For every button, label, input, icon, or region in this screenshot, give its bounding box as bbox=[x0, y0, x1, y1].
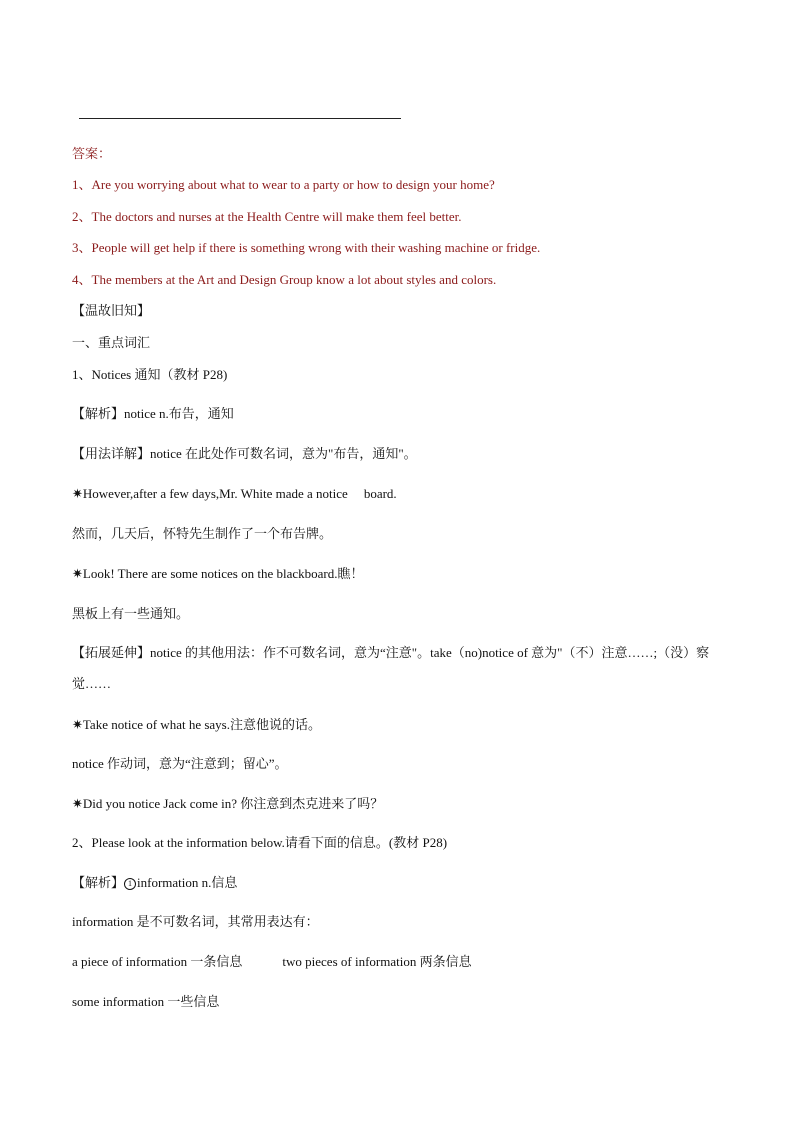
answer-item-4: 4、The members at the Art and Design Group know a lot about styles and colors. bbox=[72, 272, 497, 287]
example-1-en bbox=[72, 486, 397, 502]
analysis-text: information n.信息 bbox=[137, 875, 238, 890]
example-3: ✷Take notice of what he says.注意他说的话。 bbox=[72, 717, 321, 732]
circled-number: 1 bbox=[124, 878, 136, 890]
example-1-en-text: ✷However,after a few days,Mr. White made a notice bbox=[72, 486, 348, 501]
review-heading: 【温故旧知】 bbox=[72, 303, 151, 318]
vocab-item-1-usage: 【用法详解】notice 在此处作可数名词，意为"布告，通知"。 bbox=[72, 446, 417, 461]
answer-item-2: 2、The doctors and nurses at the Health Centre will make them feel better. bbox=[72, 209, 462, 224]
vocab-item-2-title: 2、Please look at the information below.请看下面的信息。(教材 P28) bbox=[72, 835, 448, 850]
expression-1: a piece of information 一条信息 bbox=[72, 954, 243, 969]
section-title: 一、重点词汇 bbox=[72, 335, 151, 350]
example-1-en-tail: board. bbox=[363, 486, 397, 501]
analysis-prefix: 【解析】 bbox=[72, 875, 125, 890]
blank-underline bbox=[79, 118, 401, 119]
expression-3: some information 一些信息 bbox=[72, 994, 220, 1009]
example-1-zh: 然而，几天后，怀特先生制作了一个布告牌。 bbox=[72, 526, 333, 541]
vocab-item-1-title: 1、Notices 通知（教材 P28) bbox=[72, 367, 228, 382]
example-2-zh: 黑板上有一些通知。 bbox=[72, 606, 190, 621]
answer-item-1: 1、Are you worrying about what to wear to a party or how to design your home? bbox=[72, 177, 495, 192]
extension-paragraph: 【拓展延伸】notice 的其他用法：作不可数名词，意为“注意"。take（no)notice of 意为"（不）注意……;（没）察觉…… bbox=[72, 645, 710, 691]
vocab-item-2-analysis bbox=[72, 875, 237, 891]
answers-title: 答案： bbox=[72, 146, 112, 161]
expression-2: two pieces of information 两条信息 bbox=[282, 954, 472, 969]
information-desc: information 是不可数名词，其常用表达有： bbox=[72, 914, 319, 929]
answer-item-3: 3、People will get help if there is something wrong with their washing machine or fridge. bbox=[72, 240, 541, 255]
verb-usage: notice 作动词，意为“注意到；留心”。 bbox=[72, 756, 288, 771]
expression-row bbox=[72, 954, 472, 970]
example-2-en: ✷Look! There are some notices on the blackboard.瞧！ bbox=[72, 566, 364, 581]
vocab-item-1-analysis: 【解析】notice n.布告，通知 bbox=[72, 406, 234, 421]
example-4: ✷Did you notice Jack come in? 你注意到杰克进来了吗？ bbox=[72, 796, 384, 811]
